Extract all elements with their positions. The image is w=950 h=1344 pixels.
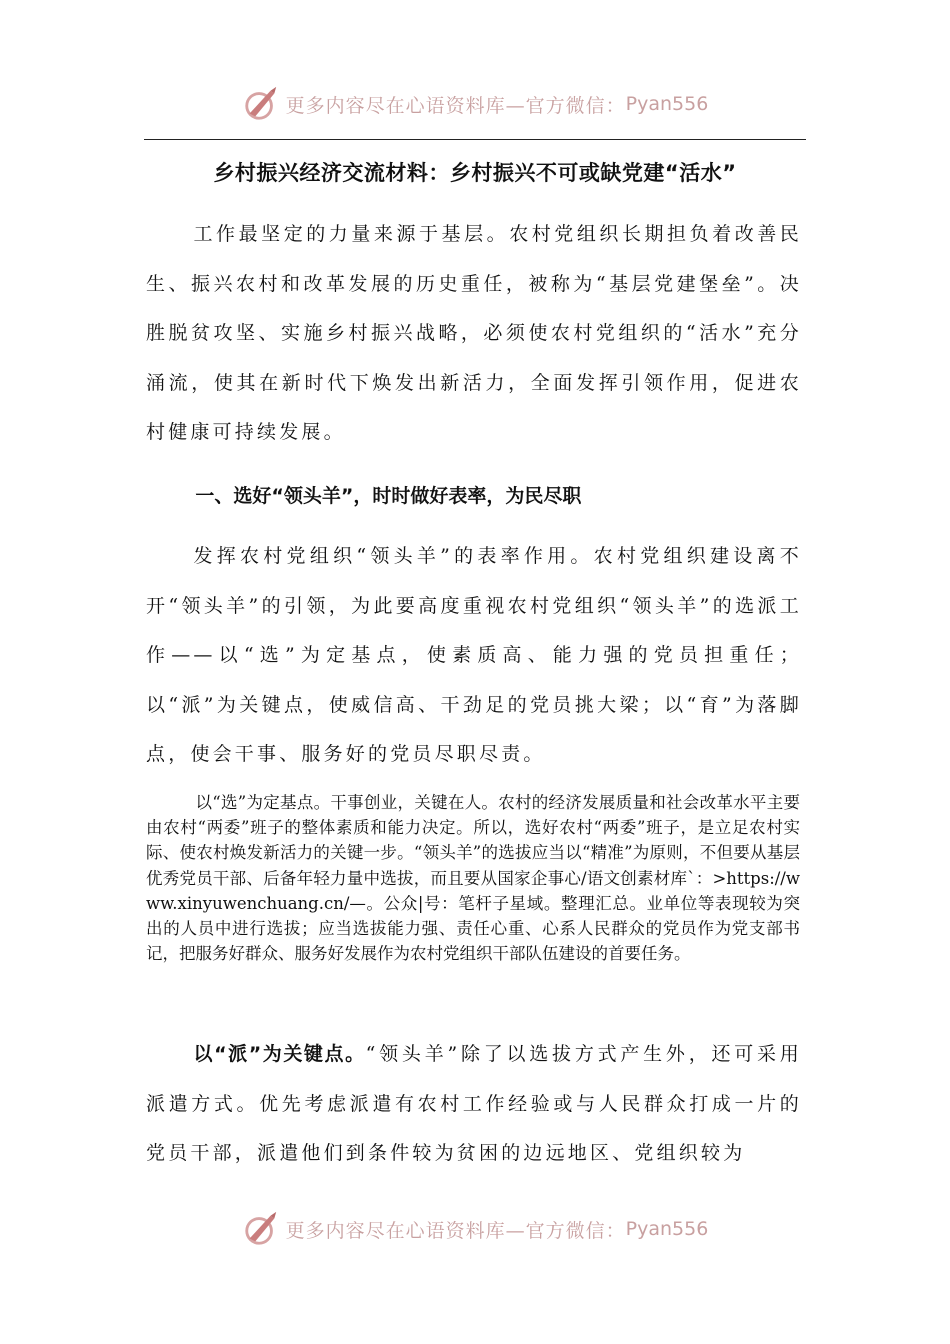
quill-logo-icon [242,1210,280,1248]
watermark-text: 更多内容尽在心语资料库—官方微信： [285,94,626,117]
watermark-text: 更多内容尽在心语资料库—官方微信： [285,1219,626,1242]
paragraph-body-text: “领头羊”除了以选拔方式产生外，还可采用派遣方式。优先考虑派遣有农村工作经验或与人民群众打成一片的党员干部，派遣他们到条件较为贫困的边远地区、党组织较为 [146,1043,802,1165]
header-rule [144,139,806,140]
intro-paragraph: 工作最坚定的力量来源于基层。农村党组织长期担负着改善民生、振兴农村和改革发展的历史重任，被称为“基层党建堡垒”。决胜脱贫攻坚、实施乡村振兴战略，必须使农村党组织的“活水”充分涌流，使其在新时代下焕发出新活力，全面发挥引领作用，促进农村健康可持续发展。 [146,223,802,444]
document-title: 乡村振兴经济交流材料：乡村振兴不可或缺党建“活水” [213,161,737,185]
footer-watermark [0,1207,950,1251]
body-paragraph-small: 以“选”为定基点。干事创业，关键在人。农村的经济发展质量和社会改革水平主要由农村“两委”班子的整体素质和能力决定。所以，选好农村“两委”班子，是立足农村实际、使农村焕发新活力的关键一步。“领头羊”的选拔应当以“精准”为原则，不但要从基层优秀党员干部、后备年轻力量中选拔，而且要从国家企事心/语文创素材库`：>https://www.xinyuwenchuang.cn/—。公众|号：笔杆子星域。整理汇总。业单位等表现较为突出的人员中进行选拔；应当选拔能力强、责任心重、心系人民群众的党员作为党支部书记，把服务好群众、服务好发展作为农村党组织干部队伍建设的首要任务。 [146,793,800,964]
watermark-wechat-id: Pyan556 [625,1218,709,1240]
body-paragraph: 发挥农村党组织“领头羊”的表率作用。农村党组织建设离不开“领头羊”的引领，为此要高度重视农村党组织“领头羊”的选派工作——以“选”为定基点，使素质高、能力强的党员担重任；以“派”为关键点，使威信高、干劲足的党员挑大梁；以“育”为落脚点，使会干事、服务好的党员尽职尽责。 [146,545,802,766]
header-watermark [0,82,950,126]
watermark-wechat-id: Pyan556 [625,93,709,115]
quill-logo-icon [242,85,280,123]
section-heading: 一、选好“领头羊”，时时做好表率，为民尽职 [195,485,582,507]
paragraph-lead-phrase: 以“派”为关键点。 [193,1043,366,1065]
body-paragraph-lead [146,1030,802,1179]
